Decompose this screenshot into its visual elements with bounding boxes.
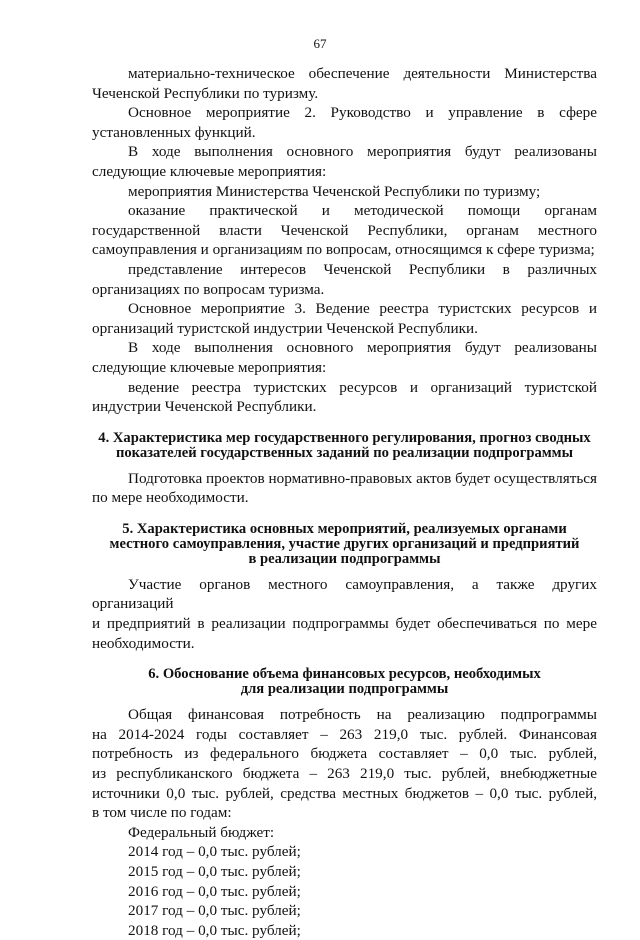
year-item: 2018 год – 0,0 тыс. рублей; (128, 921, 301, 939)
heading-line: для реализации подпрограммы (240, 681, 449, 698)
text-line: самоуправления и организациям по вопросам, относящимся к сфере туризма; (92, 241, 595, 259)
paragraph-legal-acts (92, 469, 597, 508)
document-body (92, 64, 597, 940)
paragraph-material-support (92, 64, 597, 103)
text-line: установленных функций. (92, 123, 256, 141)
text-line: представление интересов Чеченской Республики в различных (128, 260, 597, 278)
text-line: Основное мероприятие 3. Ведение реестра туристских ресурсов и (128, 300, 597, 318)
year-item: 2014 год – 0,0 тыс. рублей; (128, 843, 301, 861)
text-line: Общая финансовая потребность на реализацию подпрограммы (128, 706, 597, 724)
heading-line: 4. Характеристика мер государственного регулирования, прогноз сводных (98, 429, 591, 446)
heading-line: 5. Характеристика основных мероприятий, реализуемых органами (122, 520, 567, 537)
text-line: в том числе по годам: (92, 804, 232, 822)
paragraph-key-activities-1 (92, 142, 597, 181)
text-line: организаций туристской индустрии Чеченской Республики. (92, 319, 478, 337)
paragraph-registry (92, 378, 597, 417)
heading-line: в реализации подпрограммы (248, 550, 441, 567)
heading-line: местного самоуправления, участие других организаций и предприятий (109, 535, 580, 552)
year-item: 2017 год – 0,0 тыс. рублей; (128, 902, 301, 920)
year-item: 2015 год – 0,0 тыс. рублей; (128, 863, 301, 880)
paragraph-representation (92, 260, 597, 299)
text-line: организациях по вопросам туризма. (92, 280, 325, 298)
text-line: индустрии Чеченской Республики. (92, 398, 317, 416)
paragraph-main-activity-3 (92, 299, 597, 338)
text-line: Федеральный бюджет: (128, 823, 275, 841)
federal-budget-label (92, 823, 597, 843)
text-line: Основное мероприятие 2. Руководство и управление в сфере (128, 104, 597, 122)
text-line: Подготовка проектов нормативно-правовых актов будет осуществляться (128, 469, 597, 487)
paragraph-main-activity-2 (92, 103, 597, 142)
page-number: 67 (313, 36, 327, 51)
text-line: на 2014-2024 годы составляет – 263 219,0 тыс. рублей. Финансовая (92, 725, 597, 743)
year-item: 2016 год – 0,0 тыс. рублей; (128, 882, 301, 900)
text-line: по мере необходимости. (92, 489, 249, 507)
text-line: необходимости. (92, 634, 195, 652)
text-line: В ходе выполнения основного мероприятия будут реализованы (128, 143, 597, 161)
text-line: ведение реестра туристских ресурсов и организаций туристской (128, 378, 597, 396)
text-line: из республиканского бюджета – 263 219,0 тыс. рублей, внебюджетные (92, 765, 597, 783)
paragraph-assistance (92, 201, 597, 260)
text-line: следующие ключевые мероприятия: (92, 162, 327, 180)
text-line: оказание практической и методической помощи органам (128, 202, 597, 220)
text-line: источники 0,0 тыс. рублей, средства местных бюджетов – 0,0 тыс. рублей, (92, 784, 597, 802)
federal-budget-years (92, 842, 597, 940)
text-line: государственной власти Чеченской Республики, органам местного (92, 221, 597, 239)
heading-line: показателей государственных заданий по реализации подпрограммы (115, 444, 574, 461)
text-line: материально-техническое обеспечение деятельности Министерства (128, 65, 597, 82)
paragraph-financing (92, 705, 597, 823)
text-line: следующие ключевые мероприятия: (92, 358, 327, 376)
text-line: и предприятий в реализации подпрограммы будет обеспечиваться по мере (92, 615, 597, 633)
text-line: В ходе выполнения основного мероприятия будут реализованы (128, 339, 597, 357)
text-line: Чеченской Республики по туризму. (92, 84, 319, 102)
text-line: мероприятия Министерства Чеченской Республики по туризму; (128, 182, 541, 200)
text-line: потребность из федерального бюджета составляет – 0,0 тыс. рублей, (92, 745, 597, 763)
text-line: Участие органов местного самоуправления, а также других организаций (92, 575, 597, 613)
section-heading-6 (92, 667, 597, 697)
heading-line: 6. Обоснование объема финансовых ресурсов, необходимых (148, 666, 541, 683)
section-heading-5 (92, 522, 597, 567)
paragraph-local-participation (92, 575, 597, 653)
section-heading-4 (92, 431, 597, 461)
paragraph-key-activities-2 (92, 338, 597, 377)
paragraph-ministry-activities (92, 182, 597, 202)
